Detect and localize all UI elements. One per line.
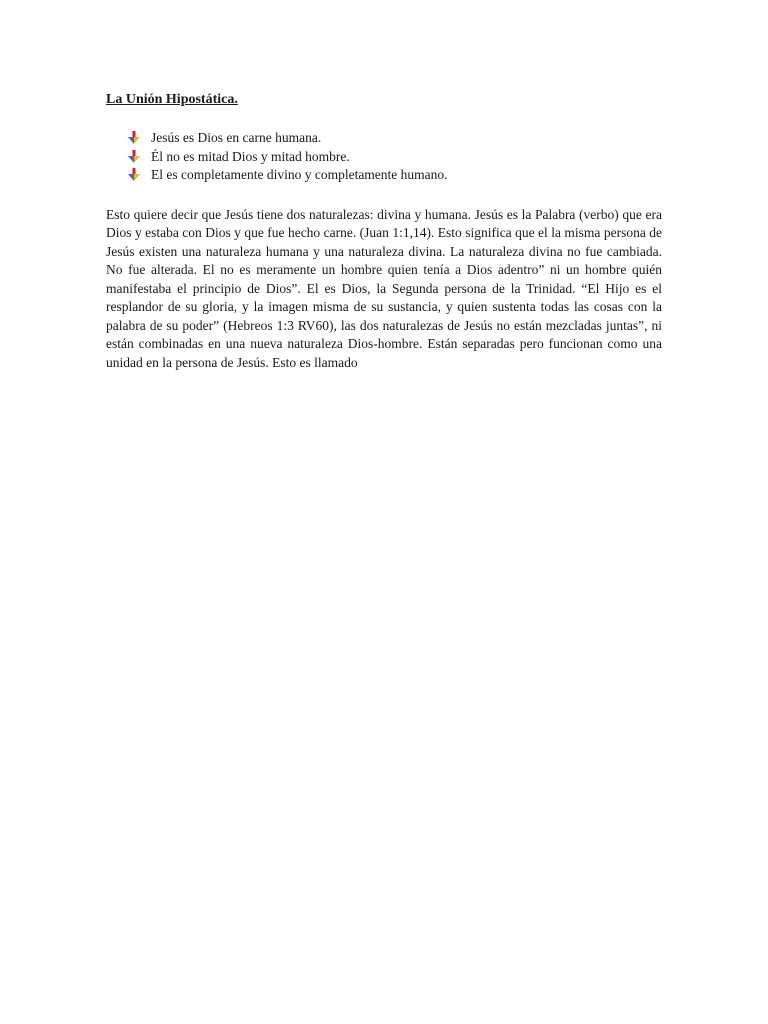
document-page [106, 91, 662, 372]
arrow-down-bullet-icon [128, 150, 140, 164]
arrow-down-bullet-icon [128, 131, 140, 145]
bullet-text: Jesús es Dios en carne humana. [151, 130, 322, 145]
body-paragraph: Esto quiere decir que Jesús tiene dos naturalezas: divina y humana. Jesús es la Palabra (verbo) que era Dios y estaba con Dios y que fue hecho carne. (Juan 1:1,14). Esto significa que el la misma persona de Jesús existen una naturaleza humana y una naturaleza divina. La naturaleza divina no fue cambiada. No fue alterada. El no es meramente un hombre quien tenía a Dios adentro” ni un hombre quién manifestaba el principio de Dios”. El es Dios, la Segunda persona de la Trinidad. “El Hijo es el resplandor de su gloria, y la imagen misma de su sustancia, y quien sustenta todas las cosas con la palabra de su poder” (Hebreos 1:3 RV60), las dos naturalezas de Jesús no están mezcladas juntas”, ni están combinadas en una nueva naturaleza Dios-hombre. Están separadas pero funcionan como una unidad en la persona de Jesús. Esto es llamado [106, 206, 662, 370]
bullet-item [128, 148, 662, 167]
bullet-item [128, 129, 662, 148]
bullet-item [128, 166, 662, 185]
document-title: La Unión Hipostática. [106, 92, 238, 107]
bullet-text: Él no es mitad Dios y mitad hombre. [151, 148, 350, 164]
bullet-text: El es completamente divino y completamente humano. [151, 167, 448, 182]
arrow-down-bullet-icon [128, 168, 140, 182]
bullet-list [106, 129, 662, 185]
